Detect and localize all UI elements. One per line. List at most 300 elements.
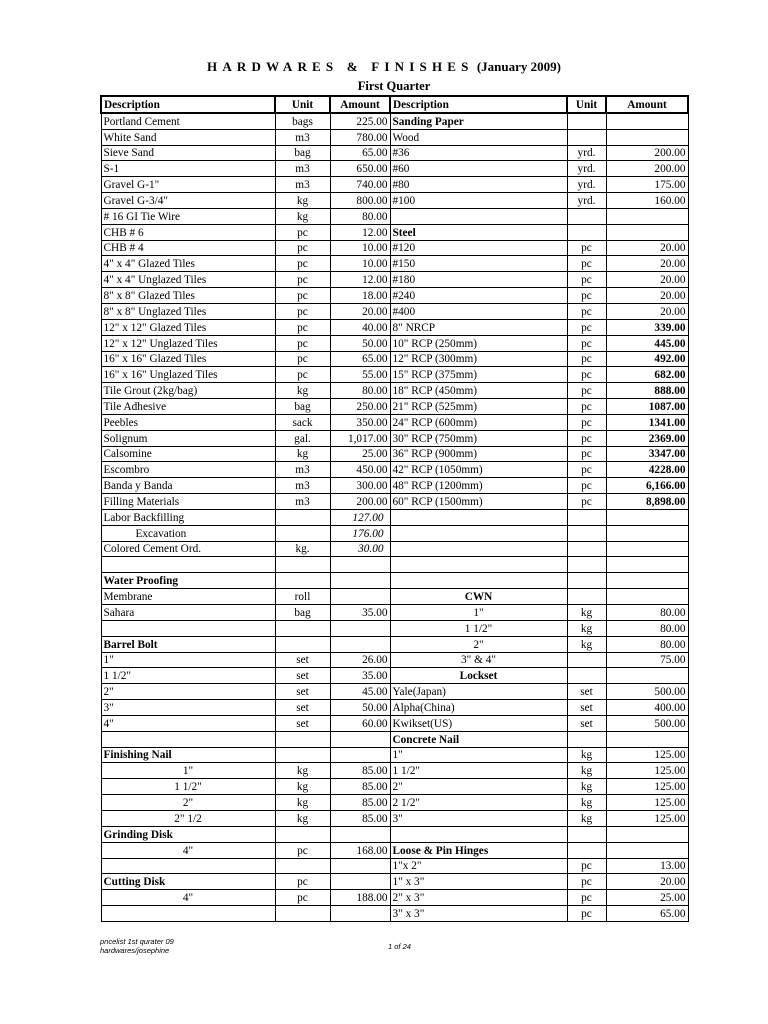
table-cell: m3 [275, 177, 330, 193]
table-row [101, 525, 688, 541]
table-row [101, 589, 688, 605]
table-cell: kg [275, 795, 330, 811]
table-cell [567, 541, 606, 557]
table-cell [567, 842, 606, 858]
table-body [101, 113, 688, 922]
table-cell: 20.00 [606, 303, 688, 319]
table-cell: 125.00 [606, 763, 688, 779]
table-cell: pc [275, 842, 330, 858]
table-cell: pc [567, 446, 606, 462]
table-cell: 160.00 [606, 193, 688, 209]
table-cell: Peebles [101, 414, 275, 430]
table-cell: 125.00 [606, 779, 688, 795]
table-cell: 2" [390, 636, 567, 652]
table-cell [275, 826, 330, 842]
table-cell: 4228.00 [606, 462, 688, 478]
table-cell [390, 509, 567, 525]
table-cell: kg [567, 763, 606, 779]
table-cell: Finishing Nail [101, 747, 275, 763]
table-cell [101, 557, 275, 573]
table-cell [606, 113, 688, 129]
table-cell [275, 573, 330, 589]
table-cell: Alpha(China) [390, 700, 567, 716]
table-cell: Solignum [101, 430, 275, 446]
table-cell: 15" RCP (375mm) [390, 367, 567, 383]
table-row [101, 113, 688, 129]
table-cell: 1 1/2" [101, 668, 275, 684]
table-cell [567, 525, 606, 541]
table-cell: Yale(Japan) [390, 684, 567, 700]
document-title [0, 58, 768, 76]
table-cell [567, 668, 606, 684]
table-cell: kg [567, 810, 606, 826]
table-cell: 65.00 [606, 906, 688, 922]
column-header: Amount [606, 96, 688, 113]
table-cell [606, 668, 688, 684]
table-cell [330, 826, 390, 842]
table-cell: White Sand [101, 129, 275, 145]
table-cell: 45.00 [330, 684, 390, 700]
table-cell: Banda y Banda [101, 478, 275, 494]
table-cell [101, 620, 275, 636]
table-cell: 1 1/2" [390, 620, 567, 636]
table-cell [606, 589, 688, 605]
table-cell: pc [275, 367, 330, 383]
table-cell: 1" [390, 605, 567, 621]
table-cell: Sieve Sand [101, 145, 275, 161]
table-cell: 4" x 4" Glazed Tiles [101, 256, 275, 272]
table-cell: m3 [275, 161, 330, 177]
table-cell: 125.00 [606, 810, 688, 826]
table-cell: 60" RCP (1500mm) [390, 494, 567, 510]
table-cell: 1 1/2" [101, 779, 275, 795]
table-cell: 60.00 [330, 715, 390, 731]
table-cell: #120 [390, 240, 567, 256]
table-cell [330, 731, 390, 747]
table-cell: pc [567, 351, 606, 367]
table-cell: 18" RCP (450mm) [390, 383, 567, 399]
table-cell: Gravel G-3/4" [101, 193, 275, 209]
table-cell: 20.00 [330, 303, 390, 319]
table-cell: 450.00 [330, 462, 390, 478]
table-cell: pc [567, 874, 606, 890]
table-row [101, 129, 688, 145]
table-cell: pc [275, 319, 330, 335]
table-cell: Wood [390, 129, 567, 145]
table-cell: 225.00 [330, 113, 390, 129]
table-cell: 16" x 16" Unglazed Tiles [101, 367, 275, 383]
table-row [101, 240, 688, 256]
table-cell [606, 731, 688, 747]
table-cell: Grinding Disk [101, 826, 275, 842]
table-cell [567, 509, 606, 525]
table-cell: pc [567, 890, 606, 906]
table-cell: 168.00 [330, 842, 390, 858]
column-header: Description [390, 96, 567, 113]
table-cell: Cutting Disk [101, 874, 275, 890]
table-cell: 445.00 [606, 335, 688, 351]
table-cell: 176.00 [330, 525, 390, 541]
table-cell: Membrane [101, 589, 275, 605]
table-cell: Lockset [390, 668, 567, 684]
table-cell: pc [567, 272, 606, 288]
table-cell: pc [275, 874, 330, 890]
table-cell [330, 874, 390, 890]
table-cell [330, 858, 390, 874]
table-row [101, 668, 688, 684]
column-header: Unit [275, 96, 330, 113]
table-cell: bags [275, 113, 330, 129]
table-cell: 85.00 [330, 810, 390, 826]
table-cell: 20.00 [606, 288, 688, 304]
table-cell: Gravel G-1" [101, 177, 275, 193]
table-cell: pc [275, 351, 330, 367]
table-cell: 2" 1/2 [101, 810, 275, 826]
table-cell: 2" x 3" [390, 890, 567, 906]
table-cell: CWN [390, 589, 567, 605]
table-row [101, 700, 688, 716]
table-cell: 650.00 [330, 161, 390, 177]
table-cell: 10" RCP (250mm) [390, 335, 567, 351]
table-cell [101, 906, 275, 922]
table-cell: pc [275, 256, 330, 272]
table-cell: pc [275, 890, 330, 906]
table-row [101, 193, 688, 209]
table-cell: roll [275, 589, 330, 605]
column-header: Amount [330, 96, 390, 113]
table-cell: kg [275, 446, 330, 462]
table-cell: kg [567, 620, 606, 636]
page-number: 1 of 24 [388, 942, 411, 951]
table-row [101, 399, 688, 415]
table-row [101, 335, 688, 351]
table-cell: 20.00 [606, 256, 688, 272]
table-cell: CHB # 4 [101, 240, 275, 256]
table-cell: 10.00 [330, 240, 390, 256]
table-cell: pc [567, 478, 606, 494]
table-cell: 48" RCP (1200mm) [390, 478, 567, 494]
table-row [101, 145, 688, 161]
table-row [101, 731, 688, 747]
table-cell: 12" x 12" Unglazed Tiles [101, 335, 275, 351]
table-cell: 188.00 [330, 890, 390, 906]
table-cell [275, 525, 330, 541]
table-cell [390, 525, 567, 541]
table-cell: 16" x 16" Glazed Tiles [101, 351, 275, 367]
table-cell: 3" [101, 700, 275, 716]
table-row [101, 288, 688, 304]
table-cell: sack [275, 414, 330, 430]
table-cell: 400.00 [606, 700, 688, 716]
table-cell: 20.00 [606, 874, 688, 890]
table-cell: 30" RCP (750mm) [390, 430, 567, 446]
table-row [101, 842, 688, 858]
table-cell: 35.00 [330, 605, 390, 621]
table-cell [567, 129, 606, 145]
table-cell: 4" [101, 890, 275, 906]
table-cell: 25.00 [330, 446, 390, 462]
table-cell [330, 557, 390, 573]
table-cell: set [275, 668, 330, 684]
table-cell: 1" [390, 747, 567, 763]
table-cell: set [275, 652, 330, 668]
table-row [101, 478, 688, 494]
table-cell: set [567, 715, 606, 731]
column-header: Unit [567, 96, 606, 113]
table-cell: 50.00 [330, 700, 390, 716]
table-row [101, 383, 688, 399]
table-row [101, 272, 688, 288]
table-row [101, 874, 688, 890]
table-cell [567, 731, 606, 747]
table-cell [275, 858, 330, 874]
table-row [101, 256, 688, 272]
table-cell: kg [567, 605, 606, 621]
table-cell [390, 557, 567, 573]
table-cell: Sanding Paper [390, 113, 567, 129]
table-row [101, 509, 688, 525]
table-cell: set [567, 700, 606, 716]
table-cell: 30.00 [330, 541, 390, 557]
table-cell: m3 [275, 462, 330, 478]
table-cell: yrd. [567, 193, 606, 209]
table-cell: #240 [390, 288, 567, 304]
table-cell: 1,017.00 [330, 430, 390, 446]
table-cell: pc [567, 494, 606, 510]
column-header: Description [101, 96, 275, 113]
table-cell: 125.00 [606, 795, 688, 811]
table-cell: 2" [390, 779, 567, 795]
table-cell [390, 208, 567, 224]
table-cell: CHB # 6 [101, 224, 275, 240]
table-cell: 85.00 [330, 795, 390, 811]
table-cell: yrd. [567, 145, 606, 161]
table-cell: pc [275, 240, 330, 256]
table-cell: 3347.00 [606, 446, 688, 462]
table-cell [606, 557, 688, 573]
table-cell [101, 731, 275, 747]
table-cell [606, 129, 688, 145]
table-cell: 3" & 4" [390, 652, 567, 668]
table-row [101, 446, 688, 462]
table-cell: kg [275, 208, 330, 224]
table-cell [330, 906, 390, 922]
table-cell: 200.00 [606, 161, 688, 177]
table-row [101, 208, 688, 224]
table-cell: pc [567, 288, 606, 304]
table-cell: 780.00 [330, 129, 390, 145]
table-cell: 6,166.00 [606, 478, 688, 494]
table-cell: # 16 GI Tie Wire [101, 208, 275, 224]
table-cell: 2" [101, 795, 275, 811]
footer-line-2: hardwares/josephine [100, 946, 170, 955]
table-row [101, 636, 688, 652]
table-cell: 1341.00 [606, 414, 688, 430]
table-row [101, 715, 688, 731]
table-row [101, 351, 688, 367]
table-row [101, 779, 688, 795]
table-cell [606, 573, 688, 589]
table-cell: pc [567, 240, 606, 256]
table-cell: #80 [390, 177, 567, 193]
title-main: HARDWARES & FINISHES [207, 59, 474, 74]
table-cell: kg [567, 779, 606, 795]
table-cell [390, 573, 567, 589]
table-cell [606, 541, 688, 557]
table-cell: Escombro [101, 462, 275, 478]
table-cell [101, 858, 275, 874]
table-cell [330, 620, 390, 636]
table-cell: kg [275, 383, 330, 399]
table-cell: 35.00 [330, 668, 390, 684]
table-cell: 20.00 [606, 272, 688, 288]
table-row [101, 826, 688, 842]
table-row [101, 462, 688, 478]
table-row [101, 573, 688, 589]
table-cell: #180 [390, 272, 567, 288]
table-cell: 250.00 [330, 399, 390, 415]
table-cell: 55.00 [330, 367, 390, 383]
table-cell: pc [275, 288, 330, 304]
table-cell: Filling Materials [101, 494, 275, 510]
table-cell: Water Proofing [101, 573, 275, 589]
table-cell: pc [275, 272, 330, 288]
table-cell: pc [567, 367, 606, 383]
price-table [100, 95, 689, 922]
table-cell: 85.00 [330, 779, 390, 795]
table-cell: pc [567, 414, 606, 430]
table-cell: 40.00 [330, 319, 390, 335]
table-cell [567, 224, 606, 240]
table-cell: 127.00 [330, 509, 390, 525]
table-cell: 300.00 [330, 478, 390, 494]
table-cell: Excavation [101, 525, 275, 541]
table-cell [390, 541, 567, 557]
table-cell: 4" [101, 715, 275, 731]
table-cell [390, 826, 567, 842]
table-row [101, 652, 688, 668]
table-cell: 21" RCP (525mm) [390, 399, 567, 415]
table-cell: set [275, 715, 330, 731]
table-row [101, 430, 688, 446]
table-cell [330, 573, 390, 589]
table-cell [606, 224, 688, 240]
table-cell: set [567, 684, 606, 700]
table-cell: kg [567, 795, 606, 811]
table-cell: 10.00 [330, 256, 390, 272]
table-row [101, 494, 688, 510]
table-cell: Tile Adhesive [101, 399, 275, 415]
table-cell [606, 525, 688, 541]
table-row [101, 795, 688, 811]
table-cell: 1" [101, 652, 275, 668]
table-row [101, 224, 688, 240]
table-cell: #36 [390, 145, 567, 161]
table-cell: #60 [390, 161, 567, 177]
table-cell: 1"x 2" [390, 858, 567, 874]
table-cell [275, 557, 330, 573]
table-row [101, 414, 688, 430]
table-cell: kg [275, 779, 330, 795]
table-cell: pc [567, 319, 606, 335]
table-cell: 740.00 [330, 177, 390, 193]
table-cell [275, 747, 330, 763]
table-cell: 800.00 [330, 193, 390, 209]
table-cell: 125.00 [606, 747, 688, 763]
table-cell: 80.00 [330, 383, 390, 399]
table-cell [275, 620, 330, 636]
table-cell [606, 842, 688, 858]
table-cell: 36" RCP (900mm) [390, 446, 567, 462]
footer-file-info [100, 937, 174, 955]
table-cell [567, 573, 606, 589]
table-row [101, 684, 688, 700]
table-cell: Steel [390, 224, 567, 240]
table-cell: bag [275, 605, 330, 621]
table-cell: kg. [275, 541, 330, 557]
table-cell: 8" x 8" Glazed Tiles [101, 288, 275, 304]
table-cell: 1087.00 [606, 399, 688, 415]
table-cell: pc [567, 383, 606, 399]
table-cell: pc [567, 335, 606, 351]
table-cell: 20.00 [606, 240, 688, 256]
table-cell [567, 589, 606, 605]
table-cell: 492.00 [606, 351, 688, 367]
table-row [101, 161, 688, 177]
table-cell: 65.00 [330, 351, 390, 367]
table-header-row [101, 96, 688, 113]
table-cell: set [275, 684, 330, 700]
table-cell: Tile Grout (2kg/bag) [101, 383, 275, 399]
table-cell: 500.00 [606, 684, 688, 700]
table-cell [330, 636, 390, 652]
table-cell [606, 509, 688, 525]
table-cell [275, 509, 330, 525]
table-cell: 4" [101, 842, 275, 858]
table-cell [567, 113, 606, 129]
table-cell: 4" x 4" Unglazed Tiles [101, 272, 275, 288]
table-cell: bag [275, 399, 330, 415]
table-cell: 2" [101, 684, 275, 700]
table-cell: 12.00 [330, 272, 390, 288]
table-cell: 75.00 [606, 652, 688, 668]
table-cell [567, 557, 606, 573]
table-cell: pc [567, 906, 606, 922]
table-cell: pc [567, 303, 606, 319]
table-cell: 80.00 [330, 208, 390, 224]
table-cell: 1 1/2" [390, 763, 567, 779]
table-cell: 12" x 12" Glazed Tiles [101, 319, 275, 335]
table-cell: 500.00 [606, 715, 688, 731]
table-cell: Concrete Nail [390, 731, 567, 747]
table-cell: 8" NRCP [390, 319, 567, 335]
table-row [101, 557, 688, 573]
table-cell: kg [275, 810, 330, 826]
table-cell: 3" [390, 810, 567, 826]
table-cell: 339.00 [606, 319, 688, 335]
table-cell: 1" [101, 763, 275, 779]
table-cell: 13.00 [606, 858, 688, 874]
table-row [101, 747, 688, 763]
table-cell: kg [275, 193, 330, 209]
table-cell [567, 208, 606, 224]
table-cell [330, 589, 390, 605]
table-cell: gal. [275, 430, 330, 446]
table-cell: Loose & Pin Hinges [390, 842, 567, 858]
table-cell: 80.00 [606, 636, 688, 652]
table-cell: #150 [390, 256, 567, 272]
table-row [101, 890, 688, 906]
